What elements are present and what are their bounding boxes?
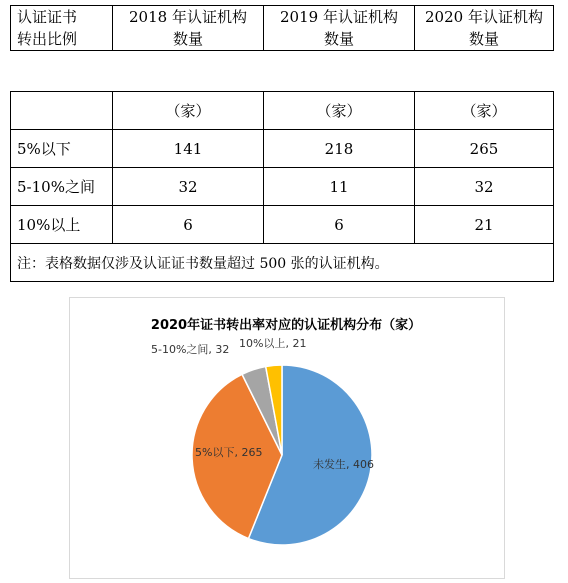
- note-row: [11, 244, 554, 282]
- cell-2018: 141: [113, 130, 264, 168]
- row-label: 5-10%之间: [11, 168, 113, 206]
- unit-cell: [11, 92, 113, 130]
- cell-2018: 32: [113, 168, 264, 206]
- cell-2020: 32: [415, 168, 554, 206]
- header-col-2020-line1: 2020 年认证机构: [425, 8, 543, 26]
- row-label: 5%以下: [11, 130, 113, 168]
- header-col-2018: [113, 6, 264, 51]
- data-table: [10, 91, 554, 282]
- chart-title: 2020年证书转出率对应的认证机构分布（家）: [150, 318, 422, 333]
- table-row: [11, 206, 554, 244]
- unit-cell: （家）: [113, 92, 264, 130]
- unit-cell: （家）: [415, 92, 554, 130]
- pie-chart: [69, 297, 503, 577]
- pie-data-label: 5%以下, 265: [195, 446, 263, 459]
- table-row: [11, 130, 554, 168]
- unit-row: [11, 92, 554, 130]
- unit-cell: （家）: [264, 92, 415, 130]
- header-col-2019: [264, 6, 415, 51]
- cell-2019: 218: [264, 130, 415, 168]
- cell-2019: 6: [264, 206, 415, 244]
- header-col-2020-line2: 数量: [468, 30, 499, 48]
- header-col-2019-line1: 2019 年认证机构: [280, 8, 398, 26]
- row-label: 10%以上: [11, 206, 113, 244]
- table-row: [11, 168, 554, 206]
- header-col-2020: [415, 6, 554, 51]
- header-col-2019-line2: 数量: [323, 30, 354, 48]
- cell-2019: 11: [264, 168, 415, 206]
- header-col-ratio-line1: 认证证书: [17, 8, 78, 26]
- table-note: 注：表格数据仅涉及认证证书数量超过 500 张的认证机构。: [11, 244, 554, 282]
- pie-data-label: 未发生, 406: [313, 458, 374, 471]
- cell-2020: 21: [415, 206, 554, 244]
- header-col-2018-line1: 2018 年认证机构: [129, 8, 247, 26]
- cell-2020: 265: [415, 130, 554, 168]
- header-col-2018-line2: 数量: [172, 30, 203, 48]
- header-table: [10, 5, 554, 51]
- cell-2018: 6: [113, 206, 264, 244]
- pie-data-label: 5-10%之间, 32: [151, 343, 230, 356]
- header-col-ratio: [11, 6, 113, 51]
- header-col-ratio-line2: 转出比例: [17, 30, 78, 48]
- pie-data-label: 10%以上, 21: [239, 337, 307, 350]
